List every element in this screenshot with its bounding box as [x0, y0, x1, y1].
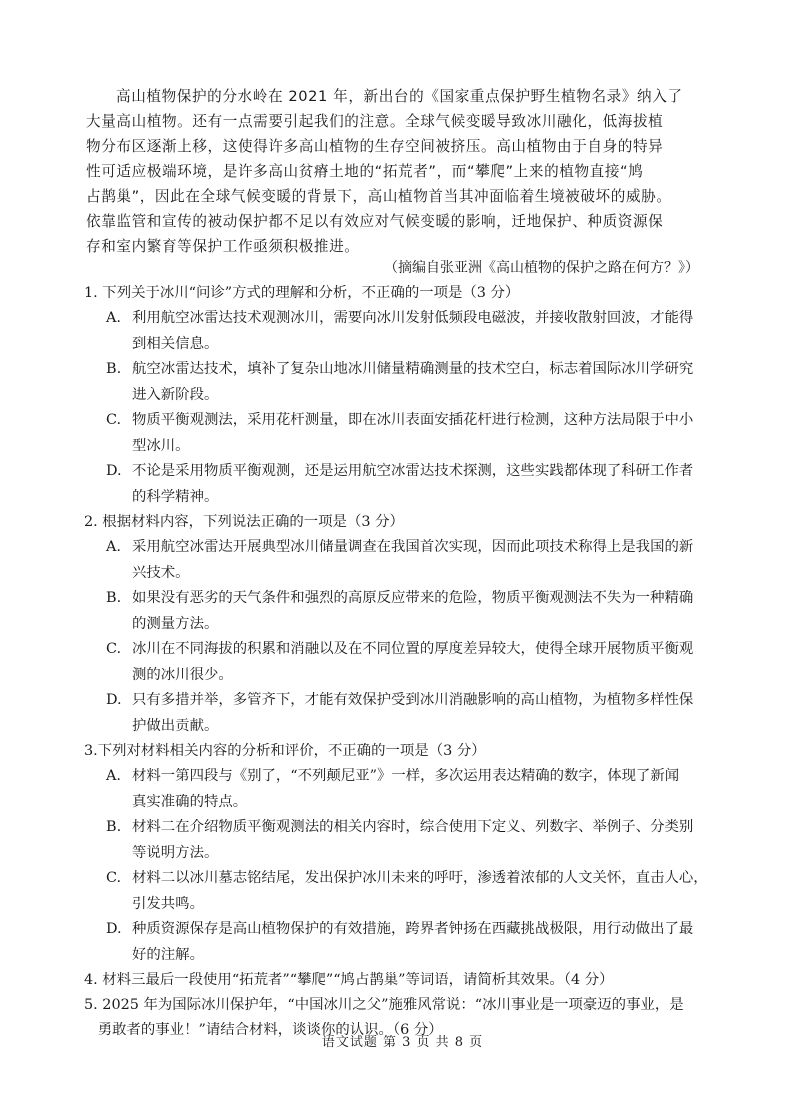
reading-passage [86, 84, 722, 259]
option-text: 的科学精神。 [132, 488, 219, 505]
option-c[interactable] [84, 637, 730, 688]
option-text: 测的冰川很少。 [132, 666, 233, 683]
option-text: 冰川在不同海拔的积累和消融以及在不同位置的厚度差异较大，使得全球开展物质平衡观 [132, 641, 694, 657]
option-text: 等说明方法。 [132, 844, 219, 861]
option-letter: B. [106, 590, 122, 606]
option-text: 材料二以冰川墓志铭结尾，发出保护冰川未来的呼吁，渗透着浓郁的人文关怀，直击人心， [132, 870, 708, 886]
question-stem: 2. 根据材料内容，下列说法正确的一项是（3 分） [84, 514, 404, 530]
option-letter: A. [106, 539, 121, 555]
option-d[interactable] [84, 459, 730, 510]
option-letter: A. [106, 310, 121, 326]
option-letter: C. [106, 870, 122, 886]
question-stem-line: 勇敢者的事业！”请结合材料，谈谈你的认识。（6 分） [84, 1022, 443, 1038]
option-text: 种质资源保存是高山植物保护的有效措施，跨界者钟扬在西藏挑战极限，用行动做出了最 [132, 921, 694, 937]
option-text: 的测量方法。 [132, 615, 219, 632]
option-letter: D. [106, 692, 122, 708]
page-footer: 语文试题 第 3 页 共 8 页 [321, 1035, 484, 1050]
option-letter: D. [106, 921, 122, 937]
option-a[interactable] [84, 306, 730, 357]
question-3 [84, 739, 730, 968]
question-2 [84, 510, 730, 739]
option-letter: B. [106, 361, 122, 377]
passage-source: （摘编自张亚洲《高山植物的保护之路在何方？》） [384, 260, 699, 276]
question-1 [84, 281, 730, 510]
passage-line: 依靠监管和宣传的被动保护都不足以有效应对气候变暖的影响，迁地保护、种质资源保 [86, 213, 664, 230]
option-text: 护做出贡献。 [132, 717, 219, 734]
option-text: 型冰川。 [132, 437, 190, 454]
option-text: 利用航空冰雷达技术观测冰川，需要向冰川发射低频段电磁波，并接收散射回波，才能得 [132, 310, 694, 326]
option-text: 到相关信息。 [132, 335, 219, 352]
passage-line: 存和室内繁育等保护工作亟须积极推进。 [86, 238, 360, 255]
option-text: 兴技术。 [132, 564, 190, 581]
option-letter: A. [106, 768, 121, 784]
option-d[interactable] [84, 688, 730, 739]
option-b[interactable] [84, 815, 730, 866]
option-d[interactable] [84, 917, 730, 968]
option-text: 物质平衡观测法，采用花杆测量，即在冰川表面安插花杆进行检测，这种方法局限于中小 [132, 412, 694, 428]
passage-line: 占鹊巢”，因此在全球气候变暖的背景下，高山植物首当其冲面临着生境被破坏的威胁。 [86, 188, 672, 205]
option-letter: B. [106, 819, 122, 835]
option-text: 进入新阶段。 [132, 386, 219, 403]
option-letter: C. [106, 412, 122, 428]
option-text: 材料一第四段与《别了，“不列颠尼亚”》一样，多次运用表达精确的数字，体现了新闻 [132, 768, 680, 784]
option-c[interactable] [84, 866, 730, 917]
question-stem: 4. 材料三最后一段使用“拓荒者”“攀爬”“鸠占鹊巢”等词语，请简析其效果。（4 分） [84, 972, 614, 988]
option-letter: D. [106, 463, 122, 479]
option-text: 引发共鸣。 [132, 895, 204, 912]
passage-line: 物分布区逐渐上移，这使得许多高山植物的生存空间被挤压。高山植物由于自身的特异 [86, 138, 664, 155]
passage-line: 高山植物保护的分水岭在 2021 年，新出台的《国家重点保护野生植物名录》纳入了 [116, 88, 683, 105]
option-b[interactable] [84, 586, 730, 637]
option-text: 材料二在介绍物质平衡观测法的相关内容时，综合使用下定义、列数字、举例子、分类别 [132, 819, 694, 835]
option-text: 采用航空冰雷达开展典型冰川储量调查在我国首次实现，因而此项技术称得上是我国的新 [132, 539, 694, 555]
question-stem: 1. 下列关于冰川“问诊”方式的理解和分析，不正确的一项是（3 分） [84, 285, 520, 301]
question-list [84, 281, 730, 1043]
option-text: 只有多措并举，多管齐下，才能有效保护受到冰川消融影响的高山植物，为植物多样性保 [132, 692, 694, 708]
passage-line: 大量高山植物。还有一点需要引起我们的注意。全球气候变暖导致冰川融化，低海拔植 [86, 113, 664, 130]
question-4 [84, 968, 730, 993]
option-text: 好的注解。 [132, 946, 204, 963]
question-stem-line: 5. 2025 年为国际冰川保护年，“中国冰川之父”施雅风常说：“冰川事业是一项豪迈的事业，是 [84, 997, 684, 1013]
option-b[interactable] [84, 357, 730, 408]
option-text: 真实准确的特点。 [132, 793, 248, 810]
option-text: 航空冰雷达技术，填补了复杂山地冰川储量精确测量的技术空白，标志着国际冰川学研究 [132, 361, 694, 377]
question-stem: 3.下列对材料相关内容的分析和评价，不正确的一项是（3 分） [84, 743, 486, 759]
option-letter: C. [106, 641, 122, 657]
option-c[interactable] [84, 408, 730, 459]
option-a[interactable] [84, 535, 730, 586]
option-text: 不论是采用物质平衡观测，还是运用航空冰雷达技术探测，这些实践都体现了科研工作者 [132, 463, 694, 479]
passage-line: 性可适应极端环境，是许多高山贫瘠土地的“拓荒者”，而“攀爬”上来的植物直接“鸠 [86, 163, 644, 180]
option-text: 如果没有恶劣的天气条件和强烈的高原反应带来的危险，物质平衡观测法不失为一种精确 [132, 590, 694, 606]
option-a[interactable] [84, 764, 730, 815]
